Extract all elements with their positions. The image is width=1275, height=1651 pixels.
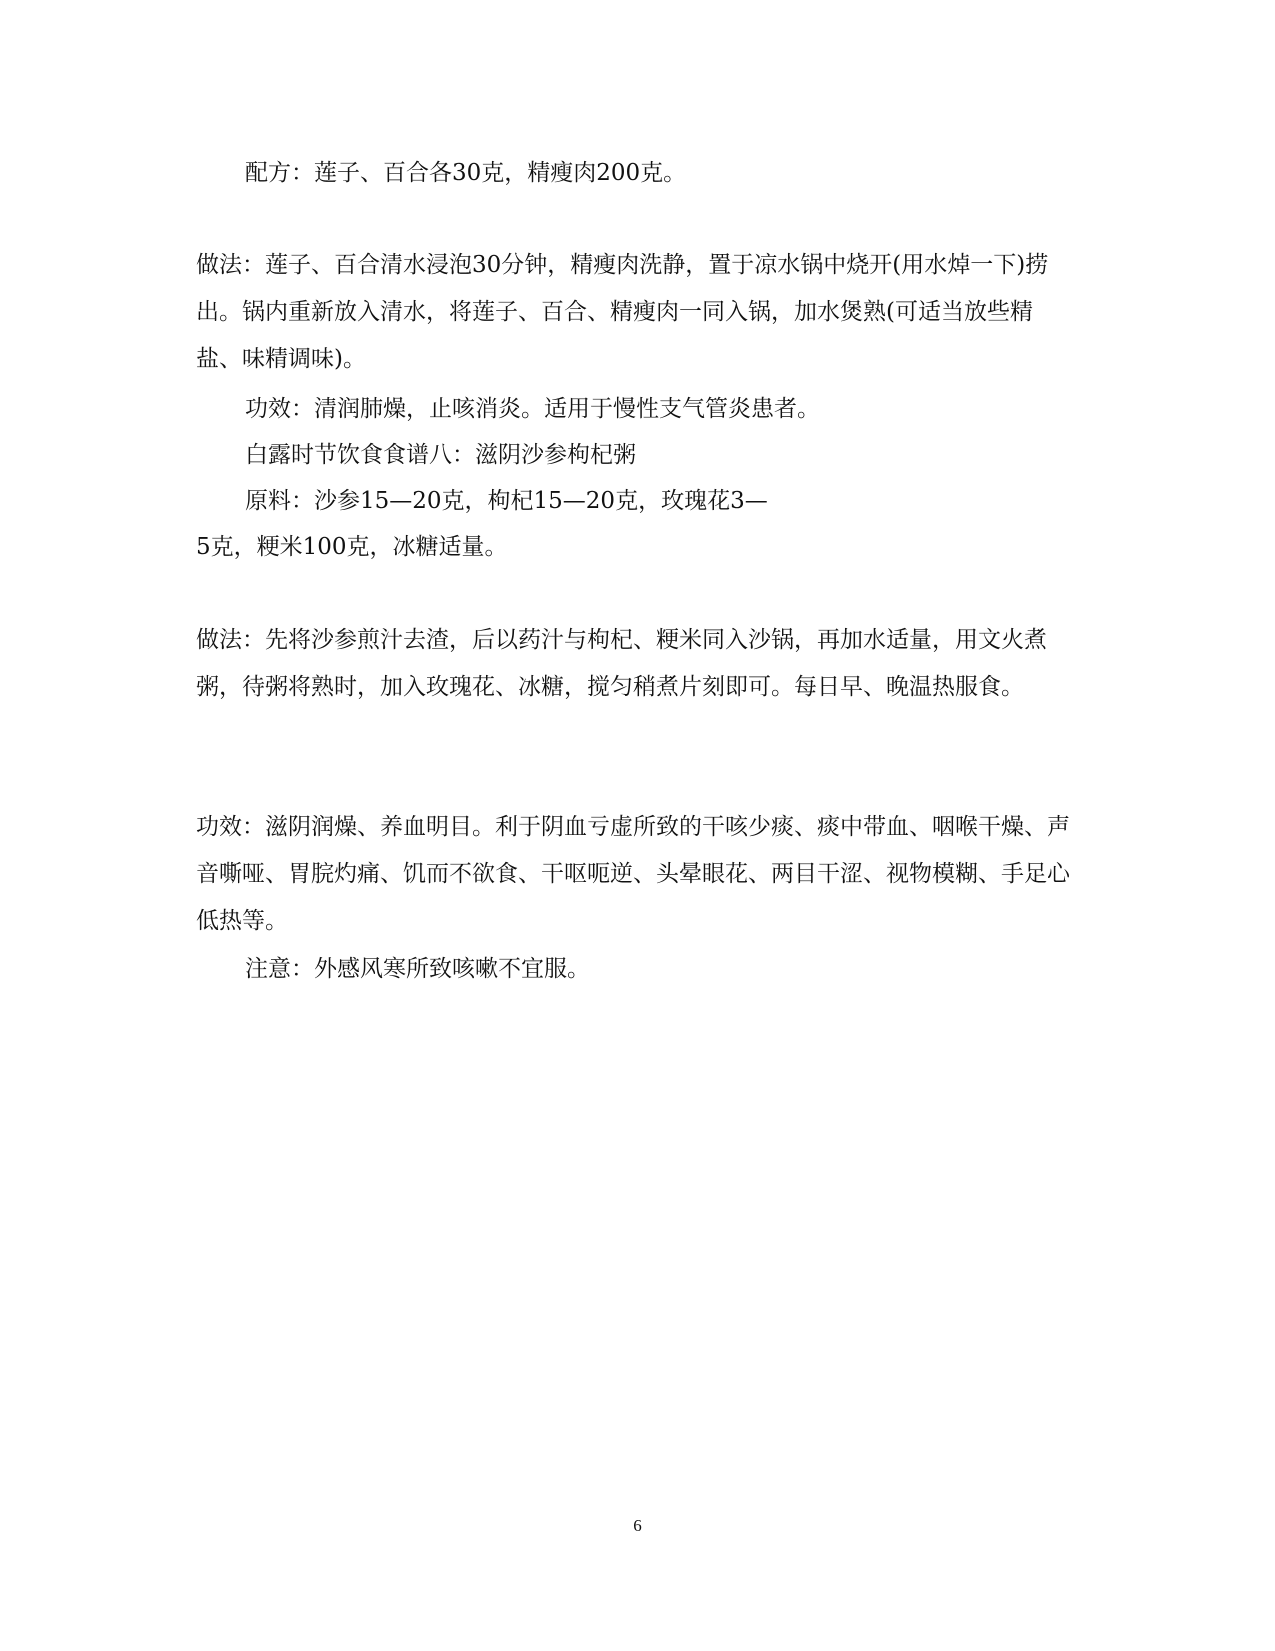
formula-paragraph: 配方：莲子、百合各30克，精瘦肉200克。: [245, 160, 687, 186]
method-paragraph-2: 做法：先将沙参煎汁去渣，后以药汁与枸杞、粳米同入沙锅，再加水适量，用文火煮粥，待粥将熟时，加入玫瑰花、冰糖，搅匀稍煮片刻即可。每日早、晚温热服食。: [196, 627, 1047, 700]
effect-paragraph-1: 功效：清润肺燥，止咳消炎。适用于慢性支气管炎患者。: [245, 396, 820, 422]
effect-paragraph-2: 功效：滋阴润燥、养血明目。利于阴血亏虚所致的干咳少痰、痰中带血、咽喉干燥、声音嘶哑、胃脘灼痛、饥而不欲食、干呕呃逆、头晕眼花、两目干涩、视物模糊、手足心低热等。: [196, 814, 1070, 934]
recipe-heading: 白露时节饮食食谱八：滋阴沙参枸杞粥: [245, 442, 636, 468]
caution-paragraph: 注意：外感风寒所致咳嗽不宜服。: [245, 956, 590, 982]
method-paragraph-1: 做法：莲子、百合清水浸泡30分钟，精瘦肉洗静，置于凉水锅中烧开(用水焯一下)捞出。锅内重新放入清水，将莲子、百合、精瘦肉一同入锅，加水煲熟(可适当放些精盐、味精调味)。: [196, 252, 1049, 372]
ingredients-line-2: 5克，粳米100克，冰糖适量。: [196, 534, 508, 560]
ingredients-line-1: 原料：沙参15—20克，枸杞15—20克，玫瑰花3—: [245, 488, 768, 514]
page-number: 6: [633, 1516, 642, 1535]
